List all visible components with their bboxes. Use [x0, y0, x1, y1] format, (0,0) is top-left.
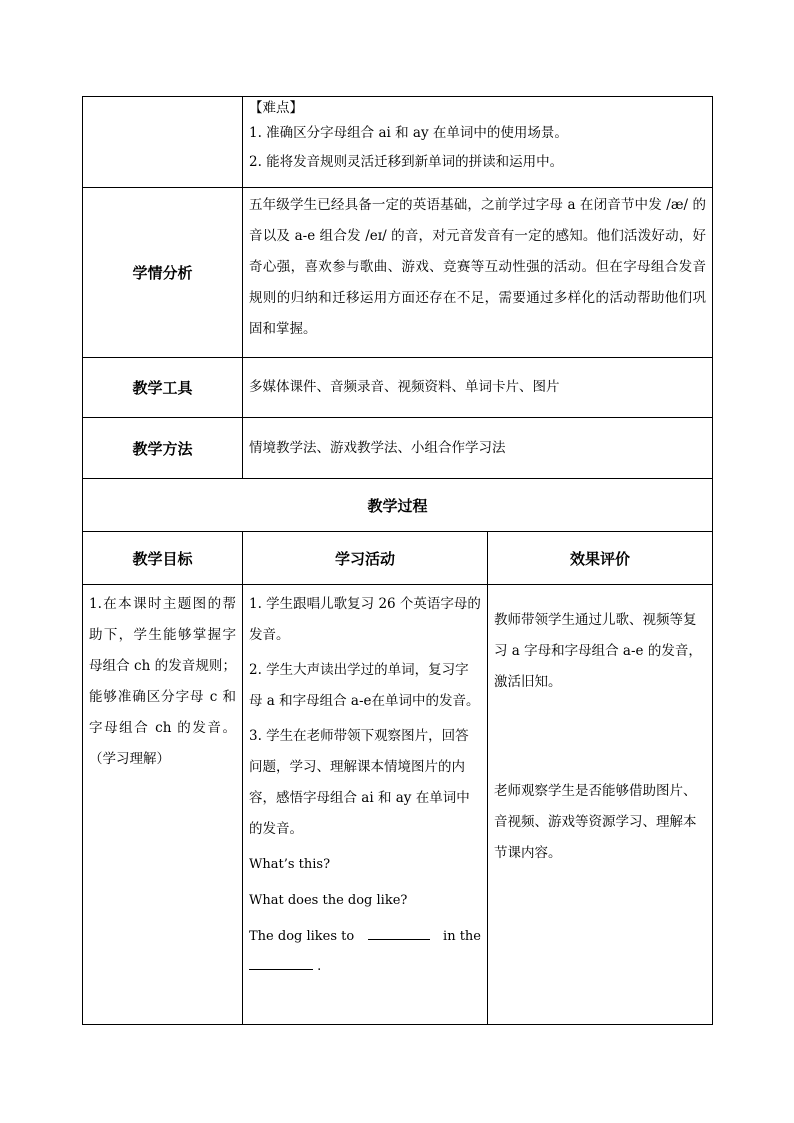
- tools-label: 教学工具: [83, 358, 243, 418]
- fill-prefix: The dog likes to: [249, 929, 355, 944]
- column-header-evaluation: 效果评价: [488, 532, 713, 585]
- lesson-plan-table: [82, 96, 712, 1025]
- fill-end: .: [317, 959, 322, 974]
- column-header-activity: 学习活动: [243, 532, 488, 585]
- methods-text: 情境教学法、游戏教学法、小组合作学习法: [243, 418, 713, 479]
- fill-blank-1: [368, 925, 430, 940]
- fill-mid: in the: [443, 929, 481, 944]
- analysis-text: 五年级学生已经具备一定的英语基础，之前学过字母 a 在闭音节中发 /æ/ 的音以及 a-e 组合发 /eɪ/ 的音，对元音发音有一定的感知。他们活泼好动，好奇心强，喜欢参与歌曲、游戏、竞赛等互动性强的活动。但在字母组合发音规则的归纳和迁移运用方面还存在不足，需要通过多样化的活动帮助他们巩固和掌握。: [243, 188, 713, 358]
- process-title: 教学过程: [83, 479, 713, 532]
- evaluation-1: 教师带领学生通过儿歌、视频等复习 a 字母和字母组合 a-e 的发音，激活旧知。: [494, 612, 702, 690]
- evaluation-cell: [488, 585, 713, 1025]
- fill-in-sentence-end: [249, 955, 481, 978]
- difficulty-label-cell: [83, 97, 243, 188]
- fill-in-sentence: [249, 919, 481, 955]
- activity-1: 1. 学生跟唱儿歌复习 26 个英语字母的发音。: [249, 596, 481, 643]
- analysis-label: 学情分析: [83, 188, 243, 358]
- activity-2: 2. 学生大声读出学过的单词，复习字母 a 和字母组合 a-e在单词中的发音。: [249, 662, 480, 709]
- fill-blank-2: [249, 955, 313, 970]
- activities-cell: [243, 585, 488, 1025]
- evaluation-2: 老师观察学生是否能够借助图片、音视频、游戏等资源学习、理解本节课内容。: [494, 783, 697, 861]
- question-1: What’s this?: [249, 857, 331, 872]
- column-header-goal: 教学目标: [83, 532, 243, 585]
- difficulty-heading: 【难点】: [249, 100, 303, 116]
- difficulty-item-1: 1. 准确区分字母组合 ai 和 ay 在单词中的使用场景。: [249, 125, 568, 141]
- activity-3: 3. 学生在老师带领下观察图片，回答问题，学习、理解课本情境图片的内容，感悟字母组合 ai 和 ay 在单词中的发音。: [249, 728, 470, 837]
- methods-label: 教学方法: [83, 418, 243, 479]
- difficulty-item-2: 2. 能将发音规则灵活迁移到新单词的拼读和运用中。: [249, 154, 564, 170]
- goal-text: 1.在本课时主题图的帮助下，学生能够掌握字母组合 ch 的发音规则；能够准确区分字母 c 和字母组合 ch 的发音。（学习理解）: [83, 585, 243, 1025]
- tools-text: 多媒体课件、音频录音、视频资料、单词卡片、图片: [243, 358, 713, 418]
- question-2: What does the dog like?: [249, 893, 408, 908]
- difficulty-cell: [243, 97, 713, 188]
